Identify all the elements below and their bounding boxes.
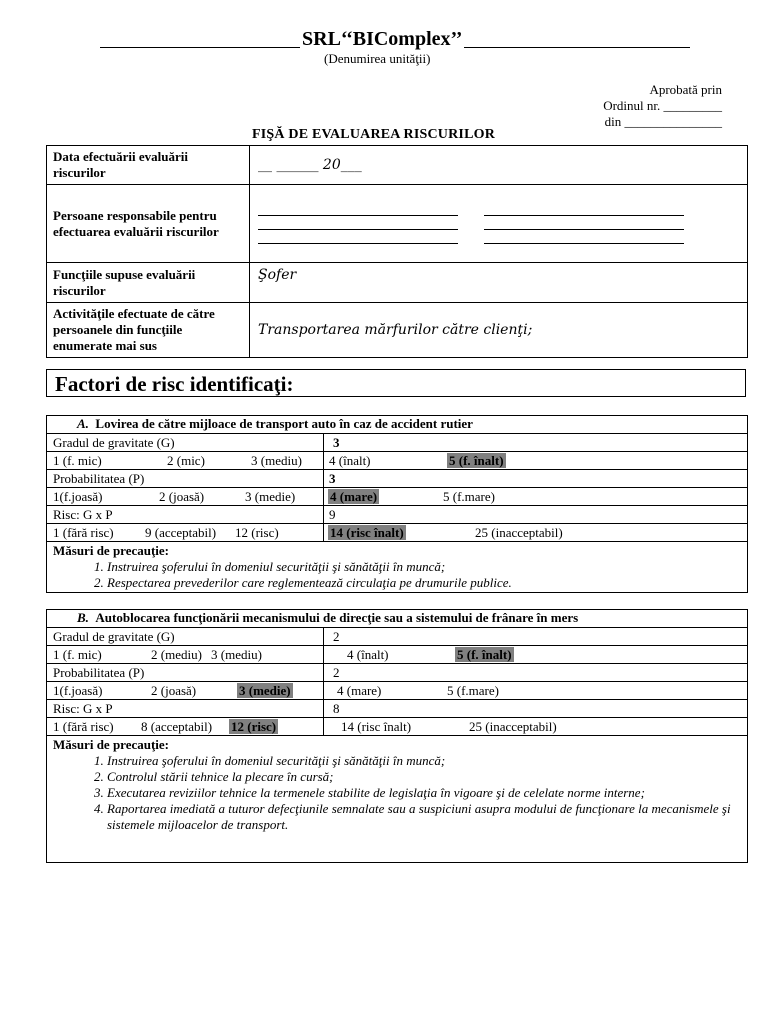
risk-block-a bbox=[46, 415, 748, 593]
gravity-option: 4 (înalt) bbox=[329, 453, 371, 468]
risk-a-header bbox=[47, 416, 747, 434]
gravity-option: 3 (mediu) bbox=[211, 647, 262, 662]
prob-option: 2 (joasă) bbox=[151, 683, 197, 698]
prob-option-selected: 4 (mare) bbox=[330, 489, 378, 504]
risk-option-selected: 14 (risc înalt) bbox=[330, 525, 404, 540]
risk-a-letter: A. bbox=[77, 416, 89, 431]
gravity-option: 1 (f. mic) bbox=[53, 647, 102, 662]
prob-option: 1(f.joasă) bbox=[53, 683, 103, 698]
person-line bbox=[258, 232, 458, 244]
risk-b-prob-scale bbox=[47, 682, 747, 700]
prob-label: Probabilitatea (P) bbox=[53, 665, 145, 680]
factors-title: Factori de risc identificaţi: bbox=[46, 369, 746, 397]
gravity-option: 4 (înalt) bbox=[347, 647, 389, 662]
prob-option: 2 (joasă) bbox=[159, 489, 205, 504]
prob-value: 3 bbox=[329, 471, 336, 486]
activities-value: Transportarea mărfurilor către clienţi; bbox=[258, 322, 533, 338]
gravity-option: 1 (f. mic) bbox=[53, 453, 102, 468]
risk-b-prob-row bbox=[47, 664, 747, 682]
prob-label: Probabilitatea (P) bbox=[53, 471, 145, 486]
prob-option: 3 (medie) bbox=[245, 489, 296, 504]
risk-b-gravity-row bbox=[47, 628, 747, 646]
risk-option: 25 (inacceptabil) bbox=[469, 719, 557, 734]
risk-option: 14 (risc înalt) bbox=[341, 719, 412, 734]
person-line bbox=[258, 204, 458, 216]
measure-item: 2. Respectarea prevederilor care reglementează circulaţia pe drumurile publice. bbox=[107, 575, 741, 591]
gravity-label: Gradul de gravitate (G) bbox=[53, 435, 175, 450]
persons-field[interactable] bbox=[250, 185, 748, 263]
risk-block-b bbox=[46, 609, 748, 863]
form-title: FIŞĂ DE EVALUAREA RISCURILOR bbox=[252, 127, 496, 142]
risk-a-prob-scale bbox=[47, 488, 747, 506]
risk-b-letter: B. bbox=[77, 610, 89, 625]
risk-b-measures bbox=[47, 736, 747, 834]
gravity-option-selected: 5 (f. înalt) bbox=[457, 647, 512, 662]
prob-value: 2 bbox=[333, 665, 340, 680]
gravity-option-selected: 5 (f. înalt) bbox=[449, 453, 504, 468]
risk-a-risk-scale bbox=[47, 524, 747, 542]
risk-a-gravity-scale bbox=[47, 452, 747, 470]
measure-item: 3. Executarea reviziilor tehnice la termenele stabilite de legislaţia în vigoare şi de celelate norme interne; bbox=[107, 785, 741, 801]
info-table bbox=[46, 145, 748, 358]
functions-value: Şofer bbox=[258, 267, 297, 283]
functions-field[interactable] bbox=[250, 263, 748, 303]
date-year: 20___ bbox=[322, 157, 362, 173]
risk-b-header bbox=[47, 610, 747, 628]
risk-b-title: Autoblocarea funcţionării mecanismului de direcţie sau a sistemului de frânare în mers bbox=[95, 610, 579, 625]
gravity-option: 2 (mediu) bbox=[151, 647, 202, 662]
gravity-value: 3 bbox=[333, 435, 340, 450]
risk-label: Risc: G x P bbox=[53, 507, 113, 522]
risk-b-risk-row bbox=[47, 700, 747, 718]
measures-title: Măsuri de precauţie: bbox=[53, 543, 170, 558]
person-line bbox=[484, 204, 684, 216]
risk-option-selected: 12 (risc) bbox=[231, 719, 277, 734]
risk-a-risk-row bbox=[47, 506, 747, 524]
approval-line-1: Aprobată prin bbox=[649, 82, 722, 97]
company-name: SRL‘‘BIComplex’’ bbox=[302, 28, 463, 50]
activities-label: Activităţile efectuate de către persoanele din funcţiile enumerate mai sus bbox=[47, 303, 250, 358]
functions-label: Funcţiile supuse evaluării riscurilor bbox=[47, 263, 250, 303]
gravity-option: 2 (mic) bbox=[167, 453, 205, 468]
prob-option: 4 (mare) bbox=[337, 683, 382, 698]
measures-title: Măsuri de precauţie: bbox=[53, 737, 170, 752]
person-line bbox=[484, 218, 684, 230]
gravity-label: Gradul de gravitate (G) bbox=[53, 629, 175, 644]
gravity-value: 2 bbox=[333, 629, 340, 644]
risk-a-title: Lovirea de către mijloace de transport auto în caz de accident rutier bbox=[95, 416, 473, 431]
risk-a-prob-row bbox=[47, 470, 747, 488]
risk-option: 9 (acceptabil) bbox=[145, 525, 217, 540]
prob-option-selected: 3 (medie) bbox=[239, 683, 291, 698]
company-header bbox=[100, 28, 690, 50]
approval-line-3: din _______________ bbox=[604, 114, 722, 129]
measure-item: 1. Instruirea şoferului în domeniul securităţii şi sănătăţii în muncă; bbox=[107, 559, 741, 575]
activities-field[interactable] bbox=[250, 303, 748, 358]
measure-item: 2. Controlul stării tehnice la plecare în cursă; bbox=[107, 769, 741, 785]
gravity-option: 3 (mediu) bbox=[251, 453, 302, 468]
approval-line-2: Ordinul nr. _________ bbox=[603, 98, 722, 113]
risk-option: 1 (fără risc) bbox=[53, 525, 114, 540]
risk-b-gravity-scale bbox=[47, 646, 747, 664]
risk-option: 8 (acceptabil) bbox=[141, 719, 213, 734]
prob-option: 5 (f.mare) bbox=[447, 683, 499, 698]
risk-a-measures bbox=[47, 542, 747, 592]
measure-item: 4. Raportarea imediată a tuturor defecţiunile semnalate sau a suspiciuni asupra modului de funcţionare la mecanismele şi sistemele mijloacelor de transport. bbox=[107, 801, 741, 833]
risk-a-gravity-row bbox=[47, 434, 747, 452]
risk-option: 25 (inacceptabil) bbox=[475, 525, 563, 540]
risk-label: Risc: G x P bbox=[53, 701, 113, 716]
persons-label: Persoane responsabile pentru efectuarea evaluării riscurilor bbox=[47, 185, 250, 263]
date-label: Data efectuării evaluării riscurilor bbox=[47, 146, 250, 185]
person-line bbox=[484, 232, 684, 244]
prob-option: 1(f.joasă) bbox=[53, 489, 103, 504]
person-line bbox=[258, 218, 458, 230]
approval-block bbox=[603, 82, 722, 130]
risk-option: 1 (fără risc) bbox=[53, 719, 114, 734]
date-prefix: __ ______ bbox=[258, 157, 323, 173]
risk-b-risk-scale bbox=[47, 718, 747, 736]
risk-value: 8 bbox=[333, 701, 340, 716]
date-field[interactable] bbox=[250, 146, 748, 185]
prob-option: 5 (f.mare) bbox=[443, 489, 495, 504]
company-subtitle: (Denumirea unităţii) bbox=[324, 51, 431, 66]
measure-item: 1. Instruirea şoferului în domeniul securităţii şi sănătăţii în muncă; bbox=[107, 753, 741, 769]
risk-value: 9 bbox=[329, 507, 336, 522]
risk-option: 12 (risc) bbox=[235, 525, 279, 540]
